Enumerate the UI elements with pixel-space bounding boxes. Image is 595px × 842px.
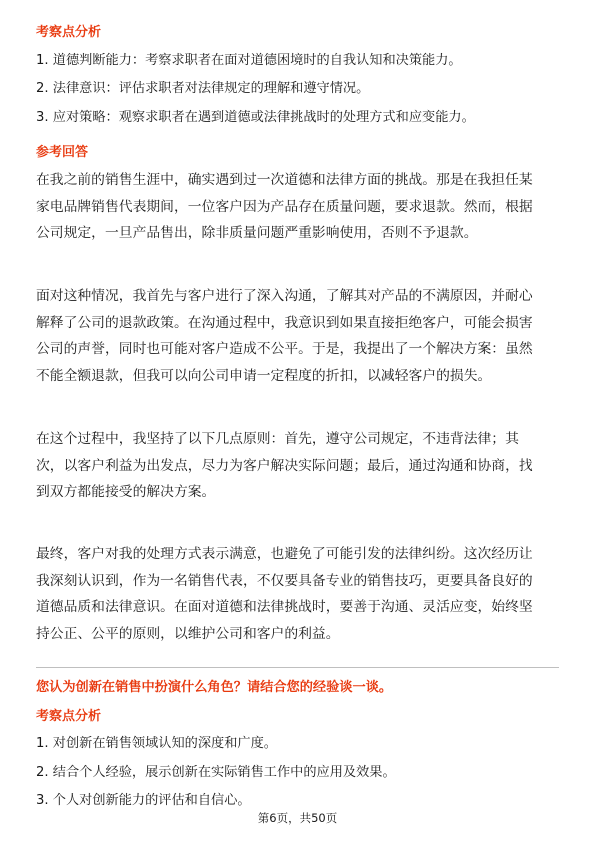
paragraph-line: 在这个过程中，我坚持了以下几点原则：首先，遵守公司规定，不违背法律；其 bbox=[36, 431, 519, 447]
analysis-item: 1. 对创新在销售领域认知的深度和广度。 bbox=[36, 736, 277, 751]
analysis-heading: 考察点分析 bbox=[36, 709, 102, 724]
answer-paragraph bbox=[36, 283, 559, 389]
analysis-item: 3. 个人对创新能力的评估和自信心。 bbox=[36, 793, 251, 808]
paragraph-line: 不能全额退款，但我可以向公司申请一定程度的折扣，以减轻客户的损失。 bbox=[36, 367, 492, 384]
paragraph-line: 公司的声誉，同时也可能对客户造成不公平。于是，我提出了一个解决方案：虽然 bbox=[36, 341, 533, 357]
answer-heading: 参考回答 bbox=[36, 145, 89, 160]
answer-paragraph bbox=[36, 541, 559, 647]
analysis-item: 2. 法律意识：评估求职者对法律规定的理解和遵守情况。 bbox=[36, 81, 370, 96]
paragraph-line: 家电品牌销售代表期间，一位客户因为产品存在质量问题，要求退款。然而，根据 bbox=[36, 198, 533, 215]
analysis-item: 1. 道德判断能力：考察求职者在面对道德困境时的自我认知和决策能力。 bbox=[36, 53, 462, 68]
answer-paragraph bbox=[36, 426, 559, 506]
paragraph-line: 公司规定，一旦产品售出，除非质量问题严重影响使用，否则不予退款。 bbox=[36, 225, 478, 241]
analysis-item: 3. 应对策略：观察求职者在遇到道德或法律挑战时的处理方式和应变能力。 bbox=[36, 110, 475, 125]
paragraph-line: 道德品质和法律意识。在面对道德和法律挑战时，要善于沟通、灵活应变，始终坚 bbox=[36, 599, 533, 615]
paragraph-line: 我深刻认识到，作为一名销售代表，不仅要具备专业的销售技巧，更要具备良好的 bbox=[36, 572, 533, 589]
page-footer: 第6页，共50页 bbox=[257, 811, 338, 825]
paragraph-line: 最终，客户对我的处理方式表示满意，也避免了可能引发的法律纠纷。这次经历让 bbox=[36, 546, 533, 562]
paragraph-line: 次，以客户利益为出发点，尽力为客户解决实际问题；最后，通过沟通和协商，找 bbox=[36, 457, 533, 474]
paragraph-line: 面对这种情况，我首先与客户进行了深入沟通，了解其对产品的不满原因，并耐心 bbox=[36, 288, 533, 304]
paragraph-line: 解释了公司的退款政策。在沟通过程中，我意识到如果直接拒绝客户，可能会损害 bbox=[36, 314, 533, 331]
analysis-item: 2. 结合个人经验，展示创新在实际销售工作中的应用及效果。 bbox=[36, 765, 396, 780]
paragraph-line: 持公正、公平的原则，以维护公司和客户的利益。 bbox=[36, 625, 340, 642]
paragraph-line: 在我之前的销售生涯中，确实遇到过一次道德和法律方面的挑战。那是在我担任某 bbox=[36, 172, 533, 188]
paragraph-line: 到双方都能接受的解决方案。 bbox=[36, 484, 216, 500]
answer-paragraph bbox=[36, 167, 559, 247]
section-divider bbox=[36, 667, 559, 668]
question-heading: 您认为创新在销售中扮演什么角色？请结合您的经验谈一谈。 bbox=[36, 680, 393, 695]
analysis-heading: 考察点分析 bbox=[36, 25, 102, 40]
